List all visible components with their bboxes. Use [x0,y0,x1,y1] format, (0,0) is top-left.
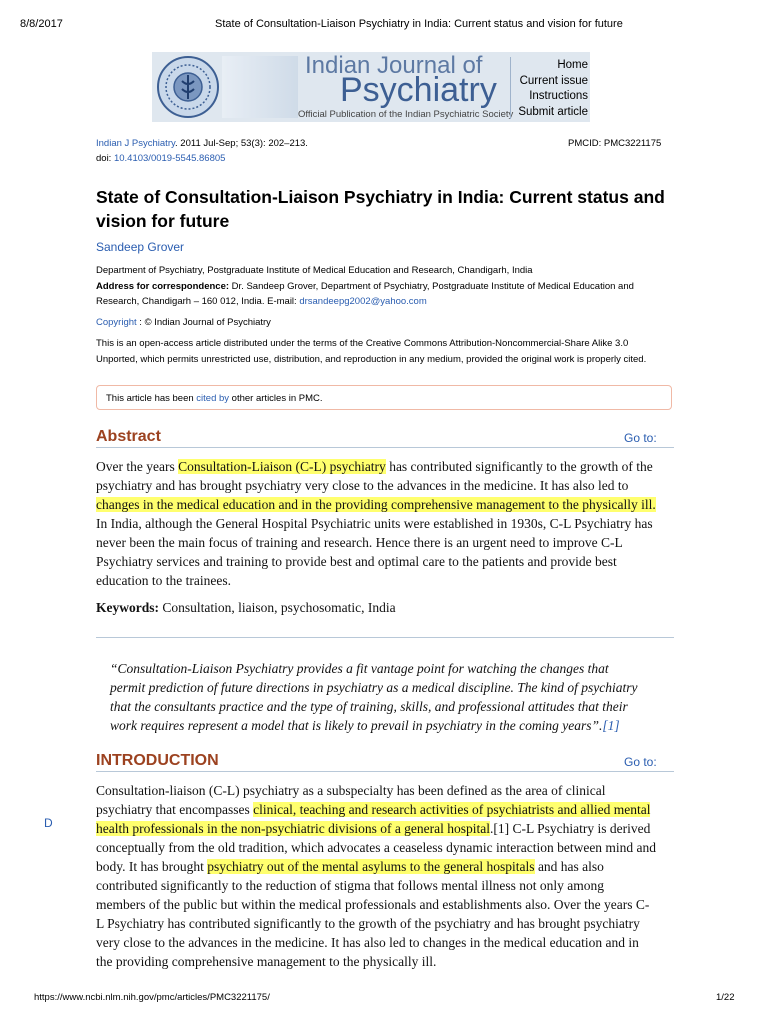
license-line-1: This is an open-access article distributed under the terms of the Creative Commons Attribution-Noncommercial-Share Alike 3.0 [96,338,629,349]
abstract-line [96,495,696,514]
author-link[interactable]: Sandeep Grover [96,240,185,254]
introduction-line [96,838,696,857]
copyright-text: : © Indian Journal of Psychiatry [136,317,271,328]
epigraph-quote [110,659,690,735]
copyright-link[interactable]: Copyright [96,317,137,328]
affiliation: Department of Psychiatry, Postgraduate Institute of Medical Education and Research, Chandigarh, India [96,265,533,276]
print-title: State of Consultation-Liaison Psychiatry in India: Current status and vision for future [215,18,623,30]
copyright-line [96,317,271,328]
body-text: and has also [534,859,604,874]
email-link[interactable]: drsandeepg2002@yahoo.com [299,296,427,307]
license-text [96,336,686,368]
correspondence-text: Dr. Sandeep Grover, Department of Psychiatry, Postgraduate Institute of Medical Education and [229,280,634,292]
highlighted-text: changes in the medical education and in the providing comprehensive management to the physically ill. [96,497,656,512]
affiliation-block [96,263,686,310]
introduction-line [96,914,696,933]
quote-line-text: work requires represent a model that is likely to prevail in psychiatry in the coming years”. [110,718,603,733]
journal-subtitle: Official Publication of the Indian Psychiatric Society [298,109,514,120]
body-text: members of the public but within the medical professionals and establishments also. Over the years C- [96,897,650,912]
body-text: Over the years [96,459,179,474]
cited-by-pre: This article has been [106,393,197,404]
society-logo [156,55,220,119]
body-text: .[1] C-L Psychiatry is derived [490,821,651,836]
banner-decoration [222,56,298,118]
correspondence-line1 [96,279,686,295]
body-text: In India, although the General Hospital Psychiatric units were established in 1930s, C-L Psychiatry has [96,516,653,531]
introduction-heading: INTRODUCTION [96,752,219,769]
correspondence-text2: Research, Chandigarh – 160 012, India. E-mail: [96,296,300,307]
nav-instructions-link[interactable]: Instructions [529,90,588,102]
introduction-line [96,781,696,800]
quote-line: that the consultants practice and the type of training, skills, and professional attitudes that their [110,699,628,714]
introduction-line [96,857,696,876]
abstract-body [96,457,696,590]
print-url: https://www.ncbi.nlm.nih.gov/pmc/articles/PMC3221175/ [34,992,270,1003]
introduction-body [96,781,696,971]
abstract-line [96,571,696,590]
doi-label: doi: [96,153,114,164]
body-text: education to the trainees. [96,573,231,588]
introduction-line [96,952,696,971]
pmcid: PMCID: PMC3221175 [568,138,662,149]
banner-nav [512,58,588,120]
citation-details: . 2011 Jul-Sep; 53(3): 202–213. [175,138,308,149]
print-date: 8/8/2017 [20,18,63,30]
abstract-divider [96,447,674,448]
introduction-line [96,819,696,838]
abstract-line [96,514,696,533]
cited-by-link[interactable]: cited by [196,393,230,404]
quote-line [110,716,690,735]
abstract-line [96,476,696,495]
keywords-line [96,598,396,617]
doi-line [96,150,225,167]
keywords: Consultation, liaison, psychosomatic, India [159,600,396,615]
quote-reference-link[interactable]: [1] [602,718,620,733]
introduction-divider [96,771,674,772]
body-text: never been the main focus of training and research. Hence there is an urgent need to improve C-L [96,535,623,550]
correspondence-line2 [96,294,686,310]
nav-home-link[interactable]: Home [557,59,588,71]
body-text: has contributed significantly to the growth of the [385,459,653,474]
introduction-line [96,876,696,895]
keywords-label: Keywords: [96,600,159,615]
license-line-2: Unported, which permits unrestricted use, distribution, and reproduction in any medium, provided the original work is properly cited. [96,354,647,365]
abstract-heading: Abstract [96,428,161,445]
body-text: body. It has brought [96,859,208,874]
body-text: psychiatry that encompasses [96,802,254,817]
body-text: L Psychiatry has contributed significantly to the growth of the psychiatry and has brought psychiatry [96,916,640,931]
journal-name-line2: Psychiatry [340,71,497,109]
margin-mark: D [44,816,53,830]
print-page-number: 1/22 [716,992,735,1003]
body-text: the providing comprehensive management to the physically ill. [96,954,437,969]
cited-by-box [96,385,672,410]
abstract-goto-link[interactable]: Go to: [624,431,657,445]
highlighted-text: psychiatry out of the mental asylums to the general hospitals [207,859,535,874]
nav-submit-article-link[interactable]: Submit article [518,105,588,118]
article-title: State of Consultation-Liaison Psychiatry in India: Current status and vision for future [96,187,665,231]
abstract-line [96,533,696,552]
highlighted-text: Consultation-Liaison (C-L) psychiatry [178,459,386,474]
quote-line: “Consultation-Liaison Psychiatry provides a fit vantage point for watching the changes that [110,661,609,676]
body-text: very close to the advances in the medicine. It has also led to changes in the medical education and in [96,935,639,950]
correspondence-label: Address for correspondence: [96,280,230,292]
journal-citation-link[interactable]: Indian J Psychiatry [96,138,176,149]
introduction-goto-link[interactable]: Go to: [624,755,657,769]
abstract-line [96,552,696,571]
doi-link[interactable]: 10.4103/0019-5545.86805 [113,153,226,164]
cited-by-post: other articles in PMC. [229,393,323,404]
body-text: contributed significantly to the reduction of stigma that follows mental illness not only among [96,878,605,893]
introduction-line [96,800,696,819]
article-title-wrap [96,185,686,233]
quote-divider [96,637,674,638]
nav-current-issue-link[interactable]: Current issue [519,74,588,87]
introduction-line [96,933,696,952]
highlighted-text: clinical, teaching and research activities of psychiatrists and allied mental [253,802,651,817]
introduction-line [96,895,696,914]
journal-name-line1: Indian Journal of [305,52,483,79]
highlighted-text: health professionals in the non-psychiatric divisions of a general hospital [96,821,491,836]
body-text: Psychiatry services and training to provide best and optimal care to the patients and provide best [96,554,617,569]
quote-line: permit prediction of future directions in psychiatry as a medical discipline. The kind of psychiatry [110,680,638,695]
abstract-line [96,457,696,476]
body-text: conceptually from the old tradition, which advocates a ceaseless dynamic interaction between mind and [96,840,657,855]
body-text: Consultation-liaison (C-L) psychiatry as a subspecialty has been defined as the area of clinical [96,783,606,798]
body-text: psychiatry and has brought psychiatry very close to the advances in the medicine. It has also led to [96,478,629,493]
